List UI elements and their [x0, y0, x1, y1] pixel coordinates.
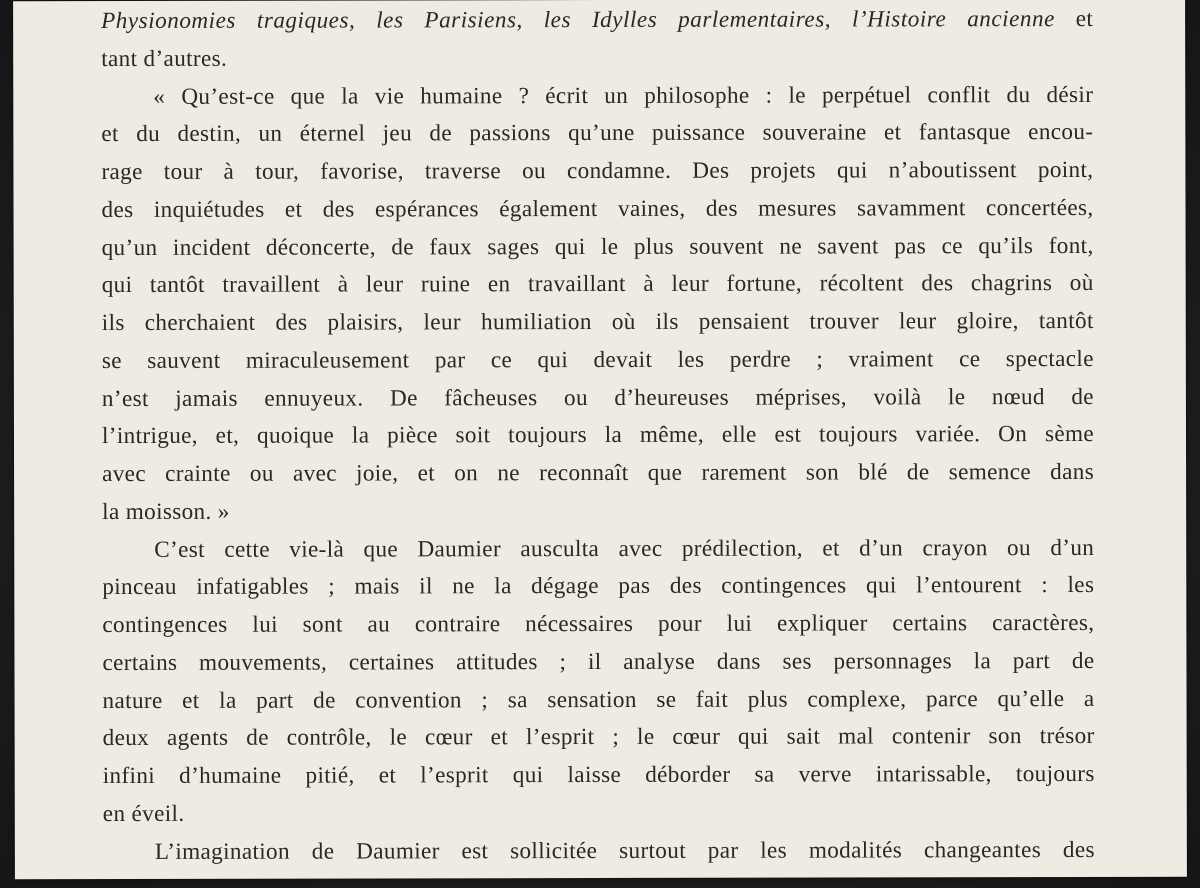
text-line-1 — [101, 1, 1093, 41]
text-line-20: deux agents de contrôle, le cœur et l’esprit ; le cœur qui sait mal contenir son trésor — [102, 723, 1095, 752]
text-line-21: infini d’humaine pitié, et l’esprit qui laisse déborder sa verve intarissable, toujours — [102, 760, 1095, 790]
line-1-tail: et — [1054, 5, 1094, 33]
text-line-6: des inquiétudes et des espérances également vaines, des mesures savamment concertées, — [101, 194, 1094, 223]
text-line-4: et du destin, un éternel jeu de passions qu’une puissance souveraine et fantasque encou- — [101, 119, 1094, 148]
text-line-22: en éveil. — [102, 800, 185, 827]
text-line-12: l’intrigue, et, quoique la pièce soit toujours la même, elle est toujours variée. On sème — [101, 421, 1095, 450]
text-line-3: « Qu’est-ce que la vie humaine ? écrit un philosophe : le perpétuel conflit du désir — [153, 81, 1094, 110]
italic-titles: Physionomies tragiques, les Parisiens, les Idylles parlementaires, l’Histoire ancienne — [101, 6, 1055, 35]
text-line-8: qui tantôt travaillent à leur ruine en travaillant à leur fortune, récoltent des chagrins où — [101, 270, 1094, 299]
text-line-19: nature et la part de convention ; sa sensation se fait plus complexe, parce qu’elle a — [102, 685, 1095, 714]
text-line-16: pinceau infatigables ; mais il ne la dégage pas des contingences qui l’entourent : les — [102, 572, 1095, 601]
text-line-11: n’est jamais ennuyeux. De fâcheuses ou d’heureuses méprises, voilà le nœud de — [101, 383, 1094, 412]
text-line-23: L’imagination de Daumier est sollicitée surtout par les modalités changeantes des — [154, 836, 1095, 865]
text-line-7: qu’un incident déconcerte, de faux sages qui le plus souvent ne savent pas ce qu’ils font, — [101, 232, 1094, 261]
text-line-15: C’est cette vie-là que Daumier ausculta avec prédilection, et d’un crayon ou d’un — [154, 534, 1095, 563]
body-text — [101, 1, 1095, 871]
text-line-18: certains mouvements, certaines attitudes ; il analyse dans ses personnages la part de — [102, 647, 1095, 676]
text-line-9: ils cherchaient des plaisirs, leur humiliation où ils pensaient trouver leur gloire, tantôt — [101, 307, 1094, 337]
text-line-2: tant d’autres. — [101, 45, 228, 72]
text-line-17: contingences lui sont au contraire nécessaires pour lui expliquer certains caractères, — [102, 609, 1095, 639]
text-line-14: la moisson. » — [102, 498, 230, 525]
page-paper — [13, 0, 1187, 879]
text-line-10: se sauvent miraculeusement par ce qui devait les perdre ; vraiment ce spectacle — [101, 345, 1094, 374]
text-line-5: rage tour à tour, favorise, traverse ou condamne. Des projets qui n’aboutissent point, — [101, 156, 1094, 186]
text-line-13: avec crainte ou avec joie, et on ne reconnaît que rarement son blé de semence dans — [102, 458, 1095, 488]
